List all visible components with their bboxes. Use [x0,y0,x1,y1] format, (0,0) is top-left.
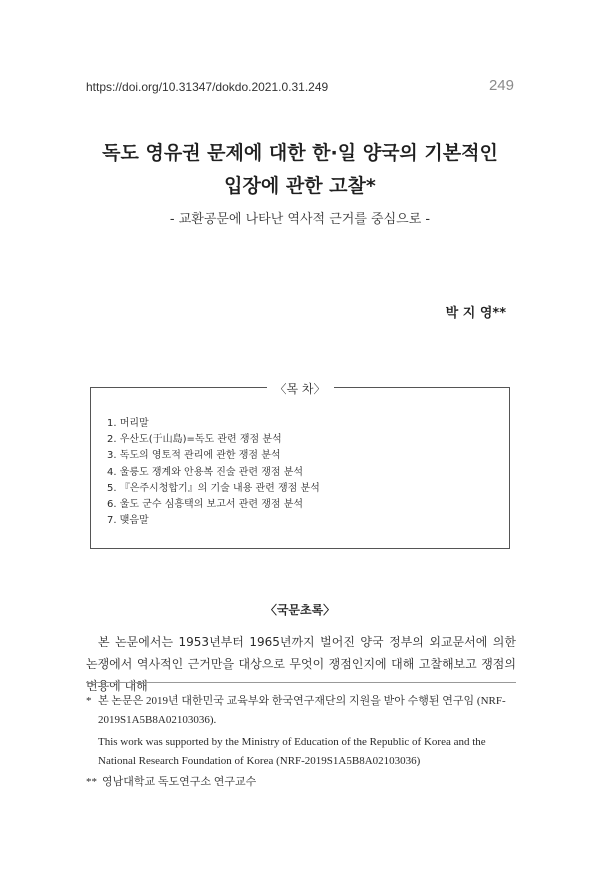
footnote-2 [86,773,518,792]
footnote-1-korean: 본 논문은 2019년 대한민국 교육부와 한국연구재단의 지원을 받아 수행된 연구임 (NRF-2019S1A5B8A02103036). [98,695,506,726]
footnotes [86,692,518,792]
paper-title-line-1: 독도 영유권 문제에 대한 한·일 양국의 기본적인 [102,142,498,164]
toc-item: 1. 머리말 [107,418,149,429]
toc-heading [0,378,600,397]
author-name: 박 지 영** [445,306,506,321]
toc-heading-text: 〈목 차〉 [267,382,334,396]
toc-item: 5. 『은주시청합기』의 기술 내용 관련 쟁점 분석 [107,482,320,494]
toc-list [107,416,320,529]
paper-subtitle: - 교환공문에 나타난 역사적 근거를 중심으로 - [169,212,431,227]
toc-item: 2. 우산도(于山島)=독도 관련 쟁점 분석 [107,434,282,446]
abstract-paragraph: 본 논문에서는 1953년부터 1965년까지 벌어진 양국 정부의 외교문서에 의한 논쟁에서 역사적인 근거만을 대상으로 무엇이 쟁점인지에 대해 고찰해보고 쟁점의 변용에 대해 [86,635,516,693]
footnote-1-english: This work was supported by the Ministry of Education of the Republic of Korea and the National Research Foundation of Korea (NRF-2019S1A5B8A02103036) [98,736,486,767]
footnote-divider [86,682,516,683]
toc-item: 3. 독도의 영토적 관리에 관한 쟁점 분석 [107,450,281,462]
footnote-2-mark: ** [86,776,97,788]
doi-link[interactable]: https://doi.org/10.31347/dokdo.2021.0.31.249 [86,80,329,94]
footnote-1-mark: * [86,695,92,707]
footnote-2-text: 영남대학교 독도연구소 연구교수 [102,776,257,788]
abstract-body [86,631,516,697]
toc-item: 6. 울도 군수 심흥택의 보고서 관련 쟁점 분석 [107,499,304,511]
footnote-1 [86,692,518,771]
toc-item: 4. 울릉도 쟁계와 안용복 진술 관련 쟁점 분석 [107,466,304,478]
paper-title-line-2: 입장에 관한 고찰* [224,175,376,197]
toc-item: 7. 맺음말 [107,515,149,527]
page-number: 249 [488,77,514,94]
abstract-heading: 〈국문초록〉 [264,603,336,617]
